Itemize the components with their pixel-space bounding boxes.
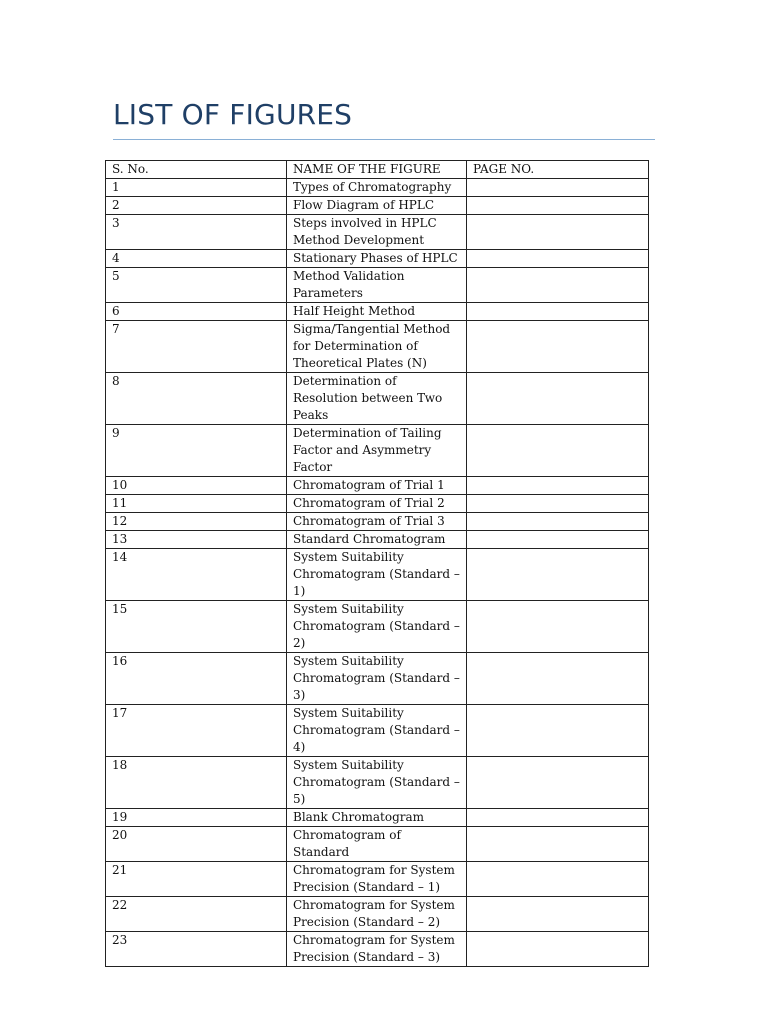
cell-sno: 4 — [106, 250, 287, 268]
cell-page-no — [467, 549, 649, 601]
cell-figure-name: Determination of Resolution between Two Peaks — [287, 373, 467, 425]
table-row — [106, 897, 649, 932]
cell-page-no — [467, 757, 649, 809]
cell-figure-name: System Suitability Chromatogram (Standard – 4) — [287, 705, 467, 757]
page-title: LIST OF FIGURES — [113, 98, 353, 131]
cell-page-no — [467, 373, 649, 425]
cell-page-no — [467, 250, 649, 268]
cell-page-no — [467, 705, 649, 757]
cell-sno: 19 — [106, 809, 287, 827]
table-row — [106, 321, 649, 373]
cell-figure-name: System Suitability Chromatogram (Standard – 3) — [287, 653, 467, 705]
cell-figure-name: Chromatogram for System Precision (Standard – 3) — [287, 932, 467, 967]
cell-figure-name: Flow Diagram of HPLC — [287, 197, 467, 215]
cell-figure-name: Chromatogram for System Precision (Standard – 1) — [287, 862, 467, 897]
cell-page-no — [467, 268, 649, 303]
cell-sno: 8 — [106, 373, 287, 425]
cell-page-no — [467, 495, 649, 513]
cell-page-no — [467, 601, 649, 653]
cell-figure-name: Chromatogram for System Precision (Standard – 2) — [287, 897, 467, 932]
cell-sno: 6 — [106, 303, 287, 321]
cell-sno: 3 — [106, 215, 287, 250]
table-row — [106, 531, 649, 549]
table-row — [106, 373, 649, 425]
cell-page-no — [467, 513, 649, 531]
table-row — [106, 215, 649, 250]
cell-sno: 5 — [106, 268, 287, 303]
table-row — [106, 179, 649, 197]
cell-page-no — [467, 897, 649, 932]
table-row — [106, 601, 649, 653]
cell-page-no — [467, 862, 649, 897]
table-row — [106, 827, 649, 862]
table-row — [106, 653, 649, 705]
table-row — [106, 549, 649, 601]
cell-sno: 22 — [106, 897, 287, 932]
header-page-no: PAGE NO. — [467, 161, 649, 179]
cell-figure-name: System Suitability Chromatogram (Standard – 5) — [287, 757, 467, 809]
table-row — [106, 809, 649, 827]
table-header — [106, 161, 649, 179]
cell-sno: 9 — [106, 425, 287, 477]
cell-sno: 12 — [106, 513, 287, 531]
figures-table — [105, 160, 649, 967]
table-row — [106, 513, 649, 531]
cell-page-no — [467, 321, 649, 373]
cell-page-no — [467, 215, 649, 250]
table-row — [106, 932, 649, 967]
cell-sno: 18 — [106, 757, 287, 809]
cell-figure-name: Blank Chromatogram — [287, 809, 467, 827]
cell-figure-name: Chromatogram of Standard — [287, 827, 467, 862]
table-row — [106, 495, 649, 513]
table-row — [106, 425, 649, 477]
cell-sno: 1 — [106, 179, 287, 197]
table-row — [106, 268, 649, 303]
cell-page-no — [467, 197, 649, 215]
cell-figure-name: Types of Chromatography — [287, 179, 467, 197]
cell-sno: 15 — [106, 601, 287, 653]
title-divider — [113, 139, 655, 140]
table-row — [106, 477, 649, 495]
header-row — [106, 161, 649, 179]
cell-sno: 20 — [106, 827, 287, 862]
table-row — [106, 862, 649, 897]
table-row — [106, 705, 649, 757]
cell-figure-name: Sigma/Tangential Method for Determination of Theoretical Plates (N) — [287, 321, 467, 373]
cell-figure-name: Chromatogram of Trial 3 — [287, 513, 467, 531]
cell-sno: 14 — [106, 549, 287, 601]
cell-sno: 16 — [106, 653, 287, 705]
cell-figure-name: Steps involved in HPLC Method Development — [287, 215, 467, 250]
cell-sno: 21 — [106, 862, 287, 897]
table-row — [106, 303, 649, 321]
table-row — [106, 757, 649, 809]
cell-sno: 11 — [106, 495, 287, 513]
cell-figure-name: Method Validation Parameters — [287, 268, 467, 303]
cell-figure-name: System Suitability Chromatogram (Standard – 1) — [287, 549, 467, 601]
cell-page-no — [467, 827, 649, 862]
table-row — [106, 250, 649, 268]
cell-figure-name: Determination of Tailing Factor and Asymmetry Factor — [287, 425, 467, 477]
cell-page-no — [467, 531, 649, 549]
table-row — [106, 197, 649, 215]
cell-figure-name: Standard Chromatogram — [287, 531, 467, 549]
cell-sno: 13 — [106, 531, 287, 549]
cell-page-no — [467, 425, 649, 477]
cell-sno: 7 — [106, 321, 287, 373]
cell-page-no — [467, 932, 649, 967]
cell-page-no — [467, 653, 649, 705]
cell-figure-name: Chromatogram of Trial 1 — [287, 477, 467, 495]
cell-sno: 2 — [106, 197, 287, 215]
cell-page-no — [467, 179, 649, 197]
cell-page-no — [467, 303, 649, 321]
header-sno: S. No. — [106, 161, 287, 179]
table-body — [106, 179, 649, 967]
cell-figure-name: Half Height Method — [287, 303, 467, 321]
cell-page-no — [467, 809, 649, 827]
cell-figure-name: System Suitability Chromatogram (Standard – 2) — [287, 601, 467, 653]
header-figure-name: NAME OF THE FIGURE — [287, 161, 467, 179]
cell-figure-name: Chromatogram of Trial 2 — [287, 495, 467, 513]
cell-sno: 17 — [106, 705, 287, 757]
cell-page-no — [467, 477, 649, 495]
cell-sno: 23 — [106, 932, 287, 967]
cell-sno: 10 — [106, 477, 287, 495]
cell-figure-name: Stationary Phases of HPLC — [287, 250, 467, 268]
